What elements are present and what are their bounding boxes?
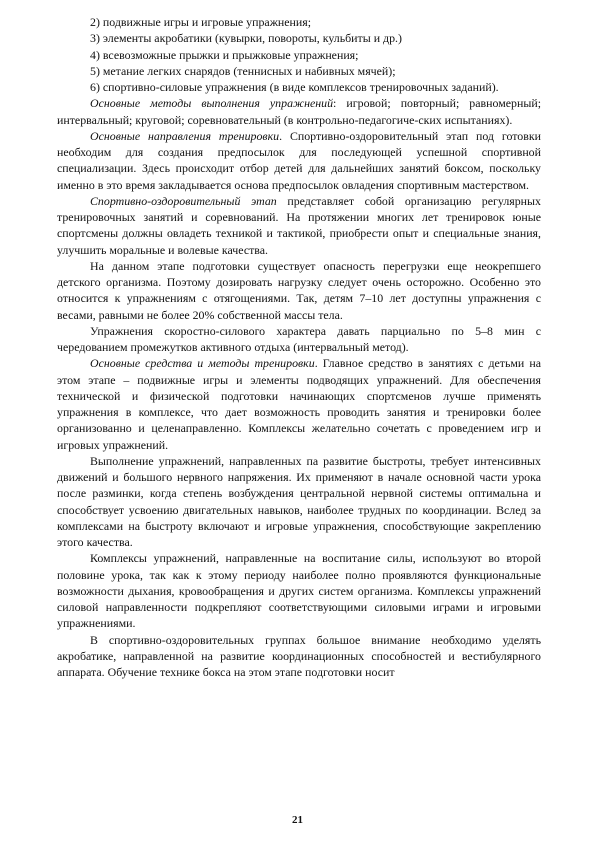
- list-item: 4) всевозможные прыжки и прыжковые упражнения;: [90, 47, 359, 62]
- body-text: [57, 14, 541, 680]
- paragraph-speed: Выполнение упражнений, направленных па развитие быстроты, требует интенсивных движений и большого нервного напряжения. Их применяют в начале основной части урока после разминки, когда степень возбуждения центральной нервной системы оптимальна и способствует усвоению двигательных навыков, наиболее трудных по координации. Вслед за комплексами на быстроту включают и игровые упражнения, способствующие закреплению этого качества.: [57, 453, 541, 549]
- stage-text: представляет собой организацию регулярных тренировочных занятий и соревнований. На протяжении многих лет тренировок юные спортсмены должны овладеть техникой и тактикой, приобрести опыт и специальные знания, улучшить моральные и волевые качества.: [57, 193, 541, 257]
- stage-label: Спортивно-оздоровительный этап: [90, 193, 277, 208]
- means-text: . Главное средство в занятиях с детьми на этом этапе – подвижные игры и элементы подводящих упражнений. Для обеспечения технической и физической подготовки начинающих спортсменов лучше применять упражнения в комплексе, что дает возможность проводить занятия и тренировки более организованно и целенаправленно. Комплексы желательно сочетать с проведением игр и игровых упражнений.: [57, 356, 541, 452]
- list-item: 6) спортивно-силовые упражнения (в виде комплексов тренировочных заданий).: [90, 80, 499, 94]
- paragraph-danger: На данном этапе подготовки существует опасность перегрузки еще неокрепшего детского организма. Поэтому дозировать нагрузку следует очень осторожно. Особенно это относится к упражнениям с отягощениями. Так, детям 7–10 лет доступны упражнения с весами, равными не более 20% собственной массы тела.: [57, 258, 541, 322]
- methods-label: Основные методы выполнения упражнений: [90, 96, 334, 111]
- directions-label: Основные направления тренировки: [90, 128, 280, 143]
- methods-text: : игровой; повторный; равномерный; интервальный; круговой; соревновательный (в контрольно-педагогиче-ских испытаниях).: [57, 96, 541, 127]
- paragraph-stage: [57, 193, 541, 258]
- means-label: Основные средства и методы тренировки: [90, 356, 315, 371]
- paragraph-strength: Комплексы упражнений, направленные на воспитание силы, используют во второй половине урока, так как к этому периоду наиболее полно проявляются функциональные возможности дыхания, кровообращения и других систем организма. Комплексы упражнений силовой направленности подкрепляют соответствующими силовыми играми и игровыми упражнениями.: [57, 551, 541, 631]
- paragraph-speed-strength: Упражнения скоростно-силового характера давать парциально по 5–8 мин с чередованием промежутков активного отдыха (интервальный метод).: [57, 323, 541, 354]
- paragraph-methods: [57, 95, 541, 128]
- list-item: 3) элементы акробатики (кувырки, повороты, кульбиты и др.): [90, 31, 402, 46]
- paragraph-means: [57, 355, 541, 453]
- list-item: 5) метание легких снарядов (теннисных и набивных мячей);: [90, 63, 396, 78]
- directions-text: . Спортивно-оздоровительный этап под готовки необходим для создания предпосылок для последующей успешной спортивной специализации. Здесь происходит отбор детей для дальнейших занятий боксом, поскольку именно в это время закладывается основа предпосылок овладения спортивным мастерством.: [57, 128, 541, 192]
- paragraph-directions: [57, 128, 541, 193]
- page-number: 21: [292, 814, 303, 826]
- paragraph-groups: В спортивно-оздоровительных группах большое внимание необходимо уделять акробатике, направленной на развитие координационных способностей и вестибулярного аппарата. Обучение технике бокса на этом этапе подготовки носит: [57, 632, 541, 679]
- list-item: 2) подвижные игры и игровые упражнения;: [90, 15, 312, 29]
